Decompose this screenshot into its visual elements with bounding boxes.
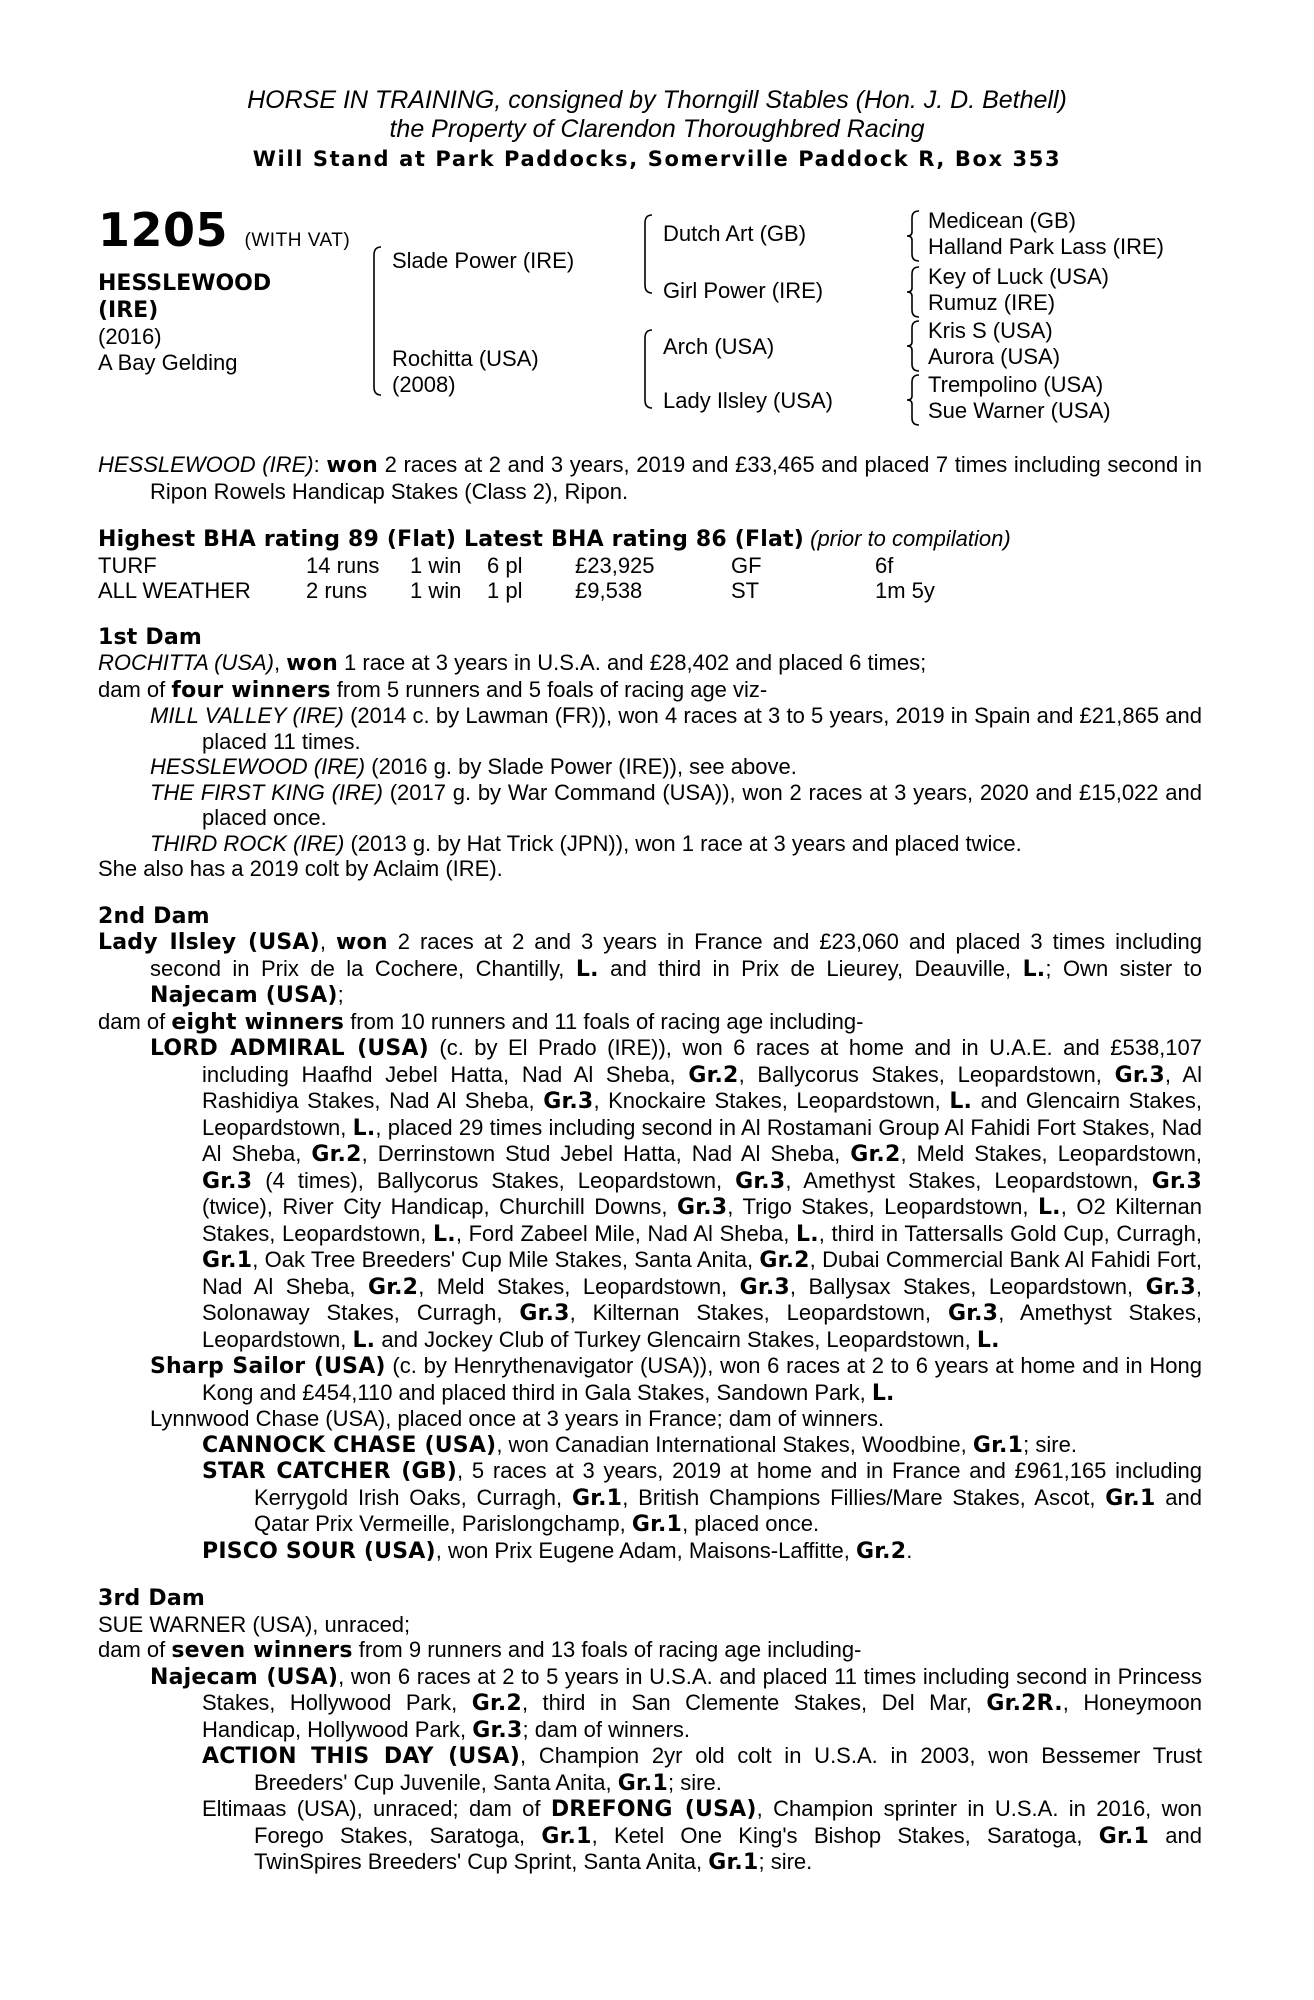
produce-note: She also has a 2019 colt by Aclaim (IRE). <box>98 856 503 881</box>
lot-block <box>98 205 358 375</box>
produce-entry: LORD ADMIRAL (USA) (c. by El Prado (IRE)), won 6 races at home and in U.A.E. and £538,107 including Haafhd Jebel Hatta, Nad Al Sheba, Gr.2, Ballycorus Stakes, Leopardstown, Gr.3, Al Rashidiya Stakes, Nad Al Sheba, Gr.3, Knockaire Stakes, Leopardstown, L. and Glencairn Stakes, Leopardstown, L., placed 29 times including second in Al Rostamani Group Al Fahidi Fort Stakes, Nad Al Sheba, Gr.2, Derrinstown Stud Jebel Hatta, Nad Al Sheba, Gr.2, Meld Stakes, Leopardstown, Gr.3 (4 times), Ballycorus Stakes, Leopardstown, Gr.3, Amethyst Stakes, Leopardstown, Gr.3 (twice), River City Handicap, Churchill Downs, Gr.3, Trigo Stakes, Leopardstown, L., O2 Kilternan Stakes, Leopardstown, L., Ford Zabeel Mile, Nad Al Sheba, L., third in Tattersalls Gold Cup, Curragh, Gr.1, Oak Tree Breeders' Cup Mile Stakes, Santa Anita, Gr.2, Dubai Commercial Bank Al Fahidi Fort, Nad Al Sheba, Gr.2, Meld Stakes, Leopardstown, Gr.3, Ballysax Stakes, Leopardstown, Gr.3, Solonaway Stakes, Curragh, Gr.3, Kilternan Stakes, Leopardstown, Gr.3, Amethyst Stakes, Leopardstown, L. and Jockey Club of Turkey Glencairn Stakes, Leopardstown, L. <box>150 1035 1203 1353</box>
dam-sire: Arch (USA) <box>663 334 775 359</box>
section-heading: 3rd Dam <box>98 1586 205 1611</box>
pedigree-bracket-g4 <box>906 374 920 426</box>
ancestor-2: Halland Park Lass (IRE) <box>928 234 1164 259</box>
produce-summary: dam of eight winners from 10 runners and 11 foals of racing age including- <box>98 1008 864 1035</box>
first-dam-section <box>98 625 1202 882</box>
pedigree-bracket-g2 <box>906 266 920 318</box>
lot-number: 1205 <box>98 203 229 257</box>
produce-entry: STAR CATCHER (GB), 5 races at 3 years, 2019 at home and in France and £961,165 including Kerrygold Irish Oaks, Curragh, Gr.1, British Champions Fillies/Mare Stakes, Ascot, Gr.1 and Qatar Prix Vermeille, Parislongchamp, Gr.1, placed once. <box>202 1458 1202 1537</box>
ancestor-1: Medicean (GB) <box>928 208 1076 233</box>
dam: Rochitta (USA) <box>392 346 539 371</box>
dam-record: Lady Ilsley (USA), won 2 races at 2 and 3 years in France and £23,060 and placed 3 times including second in Prix de la Cochere, Chantilly, L. and third in Prix de Lieurey, Deauville, L.; Own sister to Najecam (USA); <box>98 929 1203 1008</box>
property-line: the Property of Clarendon Thoroughbred Racing <box>389 115 925 143</box>
horse-description: A Bay Gelding <box>98 349 238 375</box>
ancestor-5: Kris S (USA) <box>928 318 1053 343</box>
produce-entry: HESSLEWOOD (IRE) (2016 g. by Slade Power (IRE)), see above. <box>150 754 797 779</box>
sire-dam: Girl Power (IRE) <box>663 278 824 303</box>
section-heading: 1st Dam <box>98 624 203 650</box>
lot-header <box>0 86 1314 174</box>
produce-entry: MILL VALLEY (IRE) (2014 c. by Lawman (FR)), won 4 races at 3 to 5 years, 2019 in Spain and £21,865 and placed 11 times. <box>150 703 1202 754</box>
produce-entry: Sharp Sailor (USA) (c. by Henrythenavigator (USA)), won 6 races at 2 to 6 years at home and in Hong Kong and £454,110 and placed third in Gala Stakes, Sandown Park, L. <box>150 1353 1202 1406</box>
dam-dam: Lady Ilsley (USA) <box>663 388 833 413</box>
produce-entry: Lynnwood Chase (USA), placed once at 3 years in France; dam of winners. <box>150 1406 885 1431</box>
section-heading: 2nd Dam <box>98 903 210 929</box>
catalogue-body <box>98 452 1202 1876</box>
horse-name: HESSLEWOOD (IRE) <box>98 271 272 323</box>
produce-summary: dam of seven winners from 9 runners and 13 foals of racing age including- <box>98 1637 862 1663</box>
dam-record: ROCHITTA (USA), won 1 race at 3 years in U.S.A. and £28,402 and placed 6 times; <box>98 650 927 676</box>
ancestor-4: Rumuz (IRE) <box>928 290 1056 315</box>
ancestor-8: Sue Warner (USA) <box>928 398 1111 423</box>
vat-note: (WITH VAT) <box>244 230 351 251</box>
race-summary: HESSLEWOOD (IRE): won 2 races at 2 and 3 years, 2019 and £33,465 and placed 7 times including second in Ripon Rowels Handicap Stakes (Class 2), Ripon. <box>98 452 1202 504</box>
sire: Slade Power (IRE) <box>392 248 575 273</box>
sire-sire: Dutch Art (GB) <box>663 221 807 246</box>
foaling-year: (2016) <box>98 324 162 349</box>
lot-number-line <box>98 205 358 266</box>
pedigree-bracket-sire <box>641 214 653 294</box>
pedigree-bracket-main <box>370 246 382 396</box>
dam-record: SUE WARNER (USA), unraced; <box>98 1611 411 1637</box>
pedigree-bracket-g3 <box>906 320 920 372</box>
produce-entry: ACTION THIS DAY (USA), Champion 2yr old colt in U.S.A. in 2003, won Bessemer Trust Breeders' Cup Juvenile, Santa Anita, Gr.1; sire. <box>202 1743 1202 1796</box>
produce-entry: Najecam (USA), won 6 races at 2 to 5 years in U.S.A. and placed 11 times including second in Princess Stakes, Hollywood Park, Gr.2, third in San Clemente Stakes, Del Mar, Gr.2R., Honeymoon Handicap, Hollywood Park, Gr.3; dam of winners. <box>150 1663 1202 1743</box>
pedigree-bracket-dam <box>641 329 653 409</box>
ancestor-7: Trempolino (USA) <box>928 372 1104 397</box>
produce-entry: THE FIRST KING (IRE) (2017 g. by War Command (USA)), won 2 races at 3 years, 2020 and £15,022 and placed once. <box>150 779 1202 830</box>
pedigree-bracket-g1 <box>906 210 920 262</box>
ancestor-3: Key of Luck (USA) <box>928 264 1109 289</box>
produce-summary: dam of four winners from 5 runners and 5 foals of racing age viz- <box>98 676 768 703</box>
produce-entry: THIRD ROCK (IRE) (2013 g. by Hat Trick (JPN)), won 1 race at 3 years and placed twice. <box>150 830 1022 856</box>
consignor-line: HORSE IN TRAINING, consigned by Thorngill Stables (Hon. J. D. Bethell) <box>247 86 1067 114</box>
ancestor-6: Aurora (USA) <box>928 344 1061 369</box>
produce-entry: Eltimaas (USA), unraced; dam of DREFONG (USA), Champion sprinter in U.S.A. in 2016, won Forego Stakes, Saratoga, Gr.1, Ketel One King's Bishop Stakes, Saratoga, Gr.1 and TwinSpires Breeders' Cup Sprint, Santa Anita, Gr.1; sire. <box>202 1796 1202 1875</box>
ratings-heading: Highest BHA rating 89 (Flat) Latest BHA rating 86 (Flat) (prior to compilation) <box>98 526 1011 552</box>
produce-entry: CANNOCK CHASE (USA), won Canadian International Stakes, Woodbine, Gr.1; sire. <box>202 1431 1077 1458</box>
ratings-section <box>98 526 1202 603</box>
second-dam-section <box>98 904 1202 1565</box>
third-dam-section <box>98 1586 1202 1876</box>
performance-table <box>98 553 935 603</box>
table-row: TURF 14 runs 1 win 6 pl £23,925 GF 6f <box>98 552 894 578</box>
location-line: Will Stand at Park Paddocks, Somerville Paddock R, Box 353 <box>252 147 1062 171</box>
produce-entry: PISCO SOUR (USA), won Prix Eugene Adam, Maisons-Laffitte, Gr.2. <box>202 1537 913 1564</box>
table-row: ALL WEATHER 2 runs 1 win 1 pl £9,538 ST 1m 5y <box>98 577 935 603</box>
dam-year: (2008) <box>392 372 456 397</box>
